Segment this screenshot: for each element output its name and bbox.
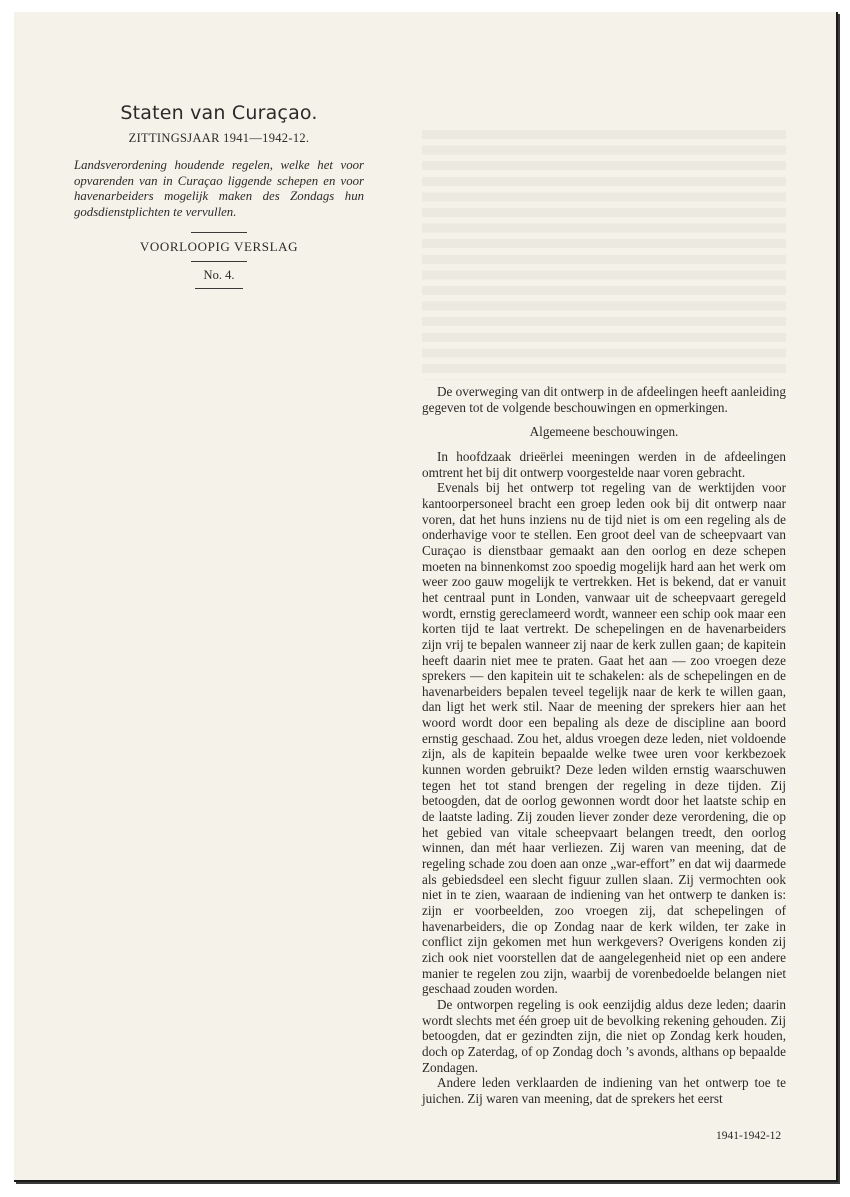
section-heading: Algemeene beschouwingen. bbox=[529, 424, 679, 440]
session-year: ZITTINGSJAAR 1941—1942-12. bbox=[128, 131, 310, 145]
ordinance-description: Landsverordening houdende regelen, welke het voor opvarenden van in Curaçao liggende schepen en voor havenarbeiders mogelijk maken des Zondags hun godsdienstplichten te vervullen. bbox=[74, 158, 364, 219]
body-paragraph: Andere leden verklaarden de indiening van het ontwerp toe te juichen. Zij waren van meening, dat de sprekers het eerst bbox=[422, 1075, 786, 1106]
report-body bbox=[422, 384, 786, 1107]
divider bbox=[195, 288, 243, 289]
document-title: Staten van Curaçao. bbox=[120, 102, 318, 124]
report-kind: VOORLOOPIG VERSLAG bbox=[139, 239, 299, 254]
divider bbox=[191, 261, 247, 262]
lead-paragraph: De overweging van dit ontwerp in de afdeelingen heeft aanleiding gegeven tot de volgende beschouwingen en opmerkingen. bbox=[422, 384, 786, 415]
footer-code: 1941-1942-12 bbox=[716, 1130, 782, 1142]
document-page bbox=[14, 12, 838, 1182]
report-number: No. 4. bbox=[203, 268, 235, 282]
body-paragraph: Evenals bij het ontwerp tot regeling van de werktijden voor kantoorpersoneel bracht een groep leden ook bij dit ontwerp naar voren, dat het huns inziens nu de tijd niet is om een regeling als de onderhavige voor te stellen. Een groot deel van de scheepvaart van Curaçao is dienstbaar gemaakt aan den oorlog en deze schepen moeten na binnenkomst zoo spoedig mogelijk hard aan het werk om weer zoo gauw mogelijk te vertrekken. Het is bekend, dat er vanuit het centraal punt in Londen, vanwaar uit de scheepvaart geregeld wordt, ernstig gereclameerd wordt, wanneer een schip ook maar een korten tijd te laat vertrekt. De schepelingen en de havenarbeiders zijn vrij te bepalen wanneer zij naar de kerk zullen gaan; de kapitein heeft daarin niet mee te praten. Gaat het aan — zoo vroegen deze sprekers — den kapitein uit te schakelen: als de schepelingen en de havenarbeiders bepalen teveel tegelijk naar de kerk te willen gaan, dan ligt het werk stil. Naar de meening der sprekers hier aan het woord wordt door een bepaling als deze de discipline aan boord ernstig geschaad. Zou het, aldus vroegen deze leden, niet voldoende zijn, als de kapitein bepaalde welke twee uren voor kerkbezoek kunnen worden gebruikt? Deze leden wilden ernstig waarschuwen tegen het tot stand brengen der regeling in deze tijden. Zij betoogden, dat de oorlog gewonnen wordt door het laatste schip en de laatste lading. Zij zouden liever zonder deze verordening, die op het gebied van vitale scheepvaart belangen treedt, den oorlog winnen, dan mét haar verliezen. Zij waren van meening, dat de regeling schade zou doen aan onze „war-effort” en dat wij daarmede als gebiedsdeel een slecht figuur zullen slaan. Zij vermochten ook niet in te zien, waaraan de indiening van het ontwerp te danken is: zijn er voorbeelden, zoo vroegen zij, dat schepelingen of havenarbeiders, die op Zondag naar de kerk wilden, ter zake in conflict zijn gekomen met hun werkgevers? Overigens konden zij zich ook niet voorstellen dat de aangelegenheid niet op een andere manier te regelen zou zijn, waarbij de vorenbedoelde belangen niet geschaad zouden worden. bbox=[422, 480, 786, 997]
divider bbox=[191, 232, 247, 233]
document-header bbox=[74, 102, 364, 289]
body-paragraph: De ontworpen regeling is ook eenzijdig aldus deze leden; daarin wordt slechts met één groep uit de bevolking rekening gehouden. Zij betoogden, dat er gezindten zijn, die niet op Zondag kerk houden, doch op Zaterdag, of op Zondag doch ’s avonds, althans op bepaalde Zondagen. bbox=[422, 996, 786, 1075]
body-paragraph: In hoofdzaak drieërlei meeningen werden in de afdeelingen omtrent het bij dit ontwerp voorgestelde naar voren gebracht. bbox=[422, 448, 786, 480]
show-through-text-shadow bbox=[422, 130, 786, 380]
